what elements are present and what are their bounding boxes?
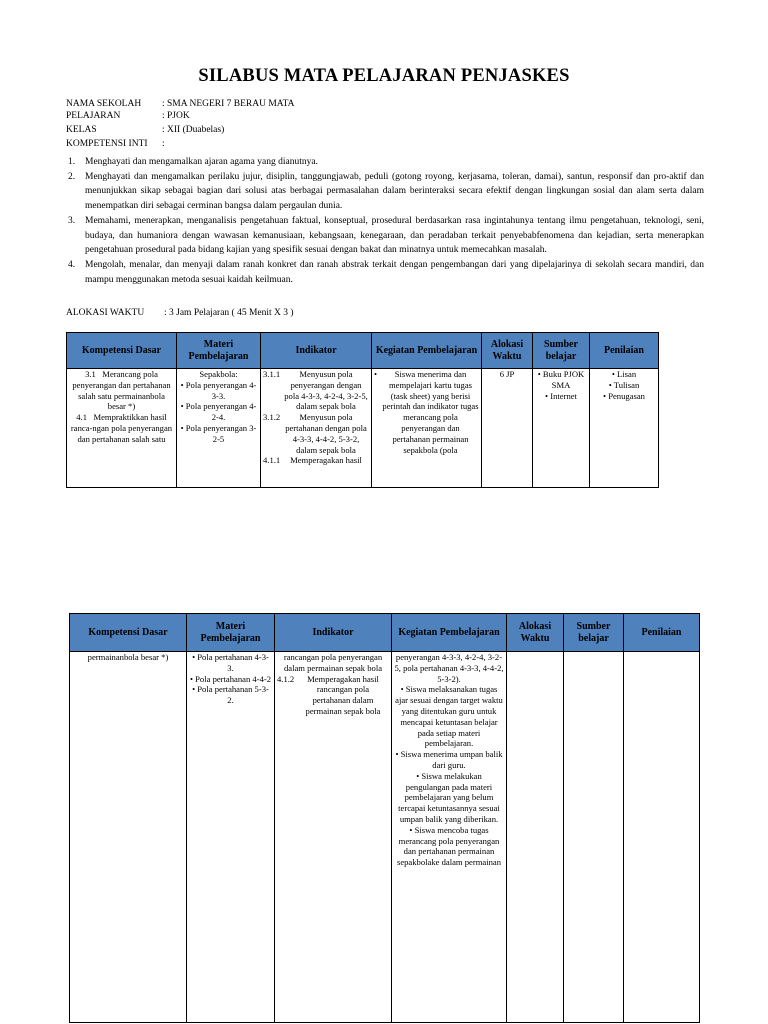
header-sumber: Sumber belajar	[533, 333, 590, 369]
header-sumber: Sumber belajar	[564, 614, 624, 652]
alokasi-waktu: ALOKASI WAKTU : 3 Jam Pelajaran ( 45 Menit X 3 )	[66, 308, 294, 318]
cell-materi	[177, 369, 261, 488]
page-title: SILABUS MATA PELAJARAN PENJASKES	[198, 66, 570, 86]
materi-item: • Pola pertahanan 4-4-2	[189, 673, 272, 684]
kd-item: 3.1 Merancang pola penyerangan dan pertahanan salah satu permainanbola besar *)	[72, 369, 171, 412]
sumber-item: • Internet	[545, 390, 577, 401]
kompetensi-inti-list	[66, 155, 704, 287]
table-row	[67, 369, 659, 488]
cell-indikator	[261, 369, 372, 488]
header-kegiatan: Kegiatan Pembelajaran	[372, 333, 482, 369]
materi-item: • Pola pertahanan 5-3-2.	[192, 684, 269, 706]
cell-alokasi: 6 JP	[482, 369, 533, 488]
ki-item: 3. Memahami, menerapkan, menganalisis pengetahuan faktual, konseptual, prosedural berdasarkan rasa ingintahunya tentang ilmu pengetahuan, teknologi, seni, budaya, dan humaniora dengan wawasan kemanusiaan, kebangsaan, kenegaraan, dan peradaban terkait penyebabfenomena dan kejadian, serta menerapkan pengetahuan prosedural pada bidang kajian yang spesifik sesuai dengan bakat dan minatnya untuk memecahkan masalah.	[68, 215, 704, 256]
header-indikator: Indikator	[261, 333, 372, 369]
meta-nama-sekolah: NAMA SEKOLAH : SMA NEGERI 7 BERAU MATA	[66, 99, 295, 109]
kegiatan-continued: penyerangan 4-3-3, 4-2-4, 3-2-5, pola pertahanan 4-3-3, 4-4-2, 5-3-2).	[394, 652, 504, 684]
penilaian-item: • Lisan	[611, 369, 637, 379]
silabus-table-1	[66, 332, 659, 488]
cell-penilaian	[624, 652, 700, 1023]
sumber-item: • Buku PJOK SMA	[537, 369, 585, 390]
silabus-table-2	[69, 613, 700, 1023]
penilaian-item: • Tulisan	[608, 379, 640, 390]
ki-item: 4. Mengolah, menalar, dan menyaji dalam ranah konkret dan ranah abstrak terkait dengan pengembangan dari yang dipelajarinya di sekolah secara mandiri, dan mampu menggunakan metoda sesuai kaidah keilmuan.	[68, 259, 704, 285]
kegiatan-item: • Siswa melakukan pengulangan pada materi pembelajaran yang belum tercapai ketuntasannya sesuai umpan balik yang diberikan.	[398, 770, 500, 824]
cell-sumber	[564, 652, 624, 1023]
kegiatan-item: • Siswa menerima dan mempelajari kartu tugas (task sheet) yang berisi perintah dan indikator tugas merancang pola penyerangan dan pertahanan permainan sepakbola (pola	[374, 369, 479, 455]
materi-title: Sepakbola:	[199, 369, 238, 379]
materi-item: • Pola penyerangan 4-3-3.	[180, 379, 257, 401]
kd-item: 4.1 Mempraktikkan hasil ranca-ngan pola penyerangan dan pertahanan salah satu	[70, 412, 173, 444]
cell-kegiatan	[392, 652, 507, 1023]
table-row	[70, 652, 700, 1023]
header-indikator: Indikator	[275, 614, 392, 652]
kegiatan-item: • Siswa melaksanakan tugas ajar sesuai dengan target waktu yang ditentukan guru untuk mencapai ketuntasan belajar pada setiap materi pembelajaran.	[395, 684, 503, 749]
ki-item: 1. Menghayati dan mengamalkan ajaran agama yang dianutnya.	[68, 157, 318, 167]
meta-pelajaran: PELAJARAN : PJOK	[66, 111, 190, 121]
header-materi: Materi Pembelajaran	[177, 333, 261, 369]
indikator-item: 3.1.1 Menyusun pola penyerangan dengan pola 4-3-3, 4-2-4, 3-2-5, dalam sepak bola	[263, 369, 368, 412]
indikator-item: 4.1.2 Memperagakan hasil rancangan pola pertahanan dalam permainan sepak bola	[277, 673, 381, 716]
indikator-item: 3.1.2 Menyusun pola pertahanan dengan pola 4-3-3, 4-4-2, 5-3-2, dalam sepak bola	[263, 412, 367, 455]
cell-sumber	[533, 369, 590, 488]
cell-kompetensi-dasar	[67, 369, 177, 488]
header-alokasi: Alokasi Waktu	[482, 333, 533, 369]
header-kompetensi-dasar: Kompetensi Dasar	[70, 614, 187, 652]
kegiatan-item: • Siswa menerima umpan balik dari guru.	[395, 749, 503, 770]
materi-item: • Pola pertahanan 4-3-3.	[192, 652, 269, 673]
materi-item: • Pola penyerangan 4-2-4.	[180, 401, 257, 423]
kegiatan-item: • Siswa mencoba tugas merancang pola penyerangan dan pertahanan permainan sepakbolake dalam permainan	[396, 824, 502, 868]
cell-penilaian	[590, 369, 659, 488]
header-penilaian: Penilaian	[624, 614, 700, 652]
header-materi: Materi Pembelajaran	[187, 614, 275, 652]
cell-indikator	[275, 652, 392, 1023]
ki-item: 2. Menghayati dan mengamalkan perilaku jujur, disiplin, tanggungjawab, peduli (gotong royong, kerjasama, toleran, damai), santun, responsif dan pro-aktif dan menunjukkan sikap sebagai bagian dari solusi atas berbagai permasalahan dalam berinteraksi secara efektif dengan lingkungan sosial dan alam serta dalam menempatkan diri sebagai cerminan bangsa dalam pergaulan dunia.	[68, 171, 704, 212]
table-header-row	[70, 614, 700, 652]
cell-alokasi	[507, 652, 564, 1023]
header-kompetensi-dasar: Kompetensi Dasar	[67, 333, 177, 369]
cell-materi	[187, 652, 275, 1023]
header-penilaian: Penilaian	[590, 333, 659, 369]
header-alokasi: Alokasi Waktu	[507, 614, 564, 652]
table-header-row	[67, 333, 659, 369]
materi-item: • Pola penyerangan 3-2-5	[180, 422, 257, 444]
meta-kelas: KELAS : XII (Duabelas)	[66, 125, 225, 135]
meta-kompetensi-inti: KOMPETENSI INTI :	[66, 139, 165, 149]
cell-kompetensi-dasar: permainanbola besar *)	[70, 652, 187, 1023]
cell-kegiatan	[372, 369, 482, 488]
indikator-continued: rancangan pola penyerangan dalam permainan sepak bola	[283, 652, 383, 673]
indikator-item: 4.1.1 Memperagakan hasil	[263, 455, 362, 466]
header-kegiatan: Kegiatan Pembelajaran	[392, 614, 507, 652]
penilaian-item: • Penugasan	[603, 390, 645, 401]
